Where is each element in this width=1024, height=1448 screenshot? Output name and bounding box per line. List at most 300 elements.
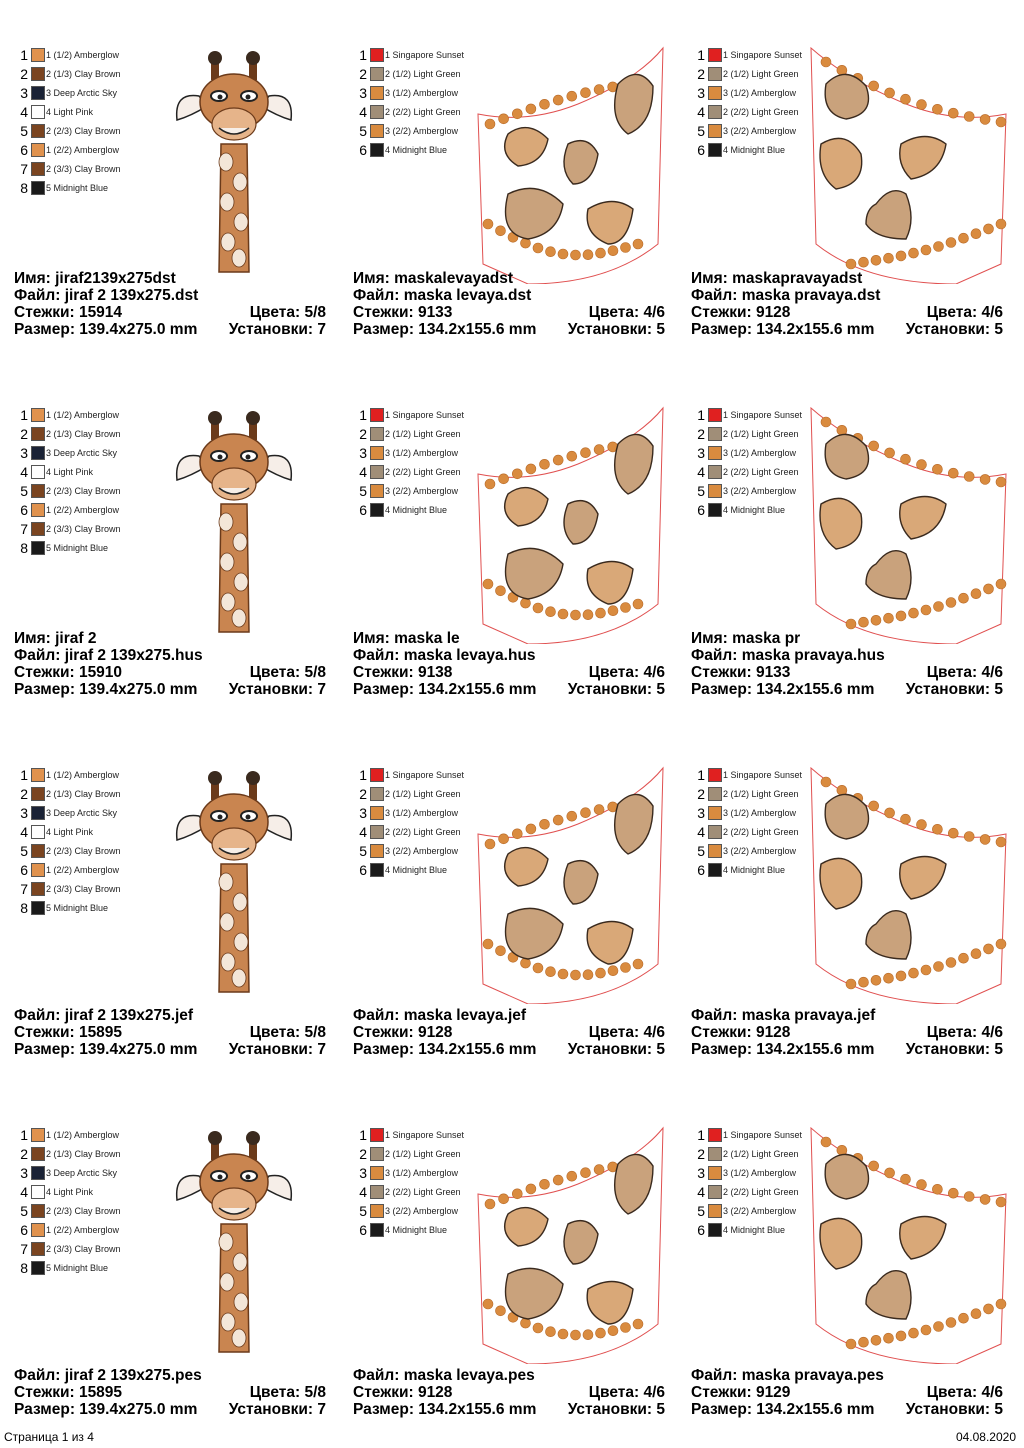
thread-name: 2 (2/3) Clay Brown: [46, 1206, 121, 1216]
info-line: [14, 270, 326, 287]
palette-row: [695, 141, 805, 160]
mask-dot: [621, 963, 631, 973]
info-label: Файл: jiraf 2 139x275.jef: [14, 1007, 194, 1024]
thread-name: 1 Singapore Sunset: [385, 50, 465, 60]
palette-row: [357, 1183, 467, 1202]
info-label: Размер: 134.2x155.6 mm: [691, 1401, 875, 1418]
mask-spot: [900, 137, 946, 180]
thread-name: 4 Light Pink: [46, 467, 94, 477]
palette-index: 6: [359, 1222, 367, 1238]
mask-dot: [594, 445, 604, 455]
palette-index: 4: [20, 1184, 28, 1200]
info-label: Файл: maska levaya.hus: [353, 647, 536, 664]
design-card: [353, 740, 683, 1080]
info-line: [353, 1384, 665, 1401]
palette-row: [18, 1164, 128, 1183]
giraffe-neck-spot: [233, 1253, 247, 1271]
mask-dot: [608, 1326, 618, 1336]
thread-name: 3 Deep Arctic Sky: [46, 88, 118, 98]
mask-dot: [581, 1168, 591, 1178]
mask-dot: [948, 828, 958, 838]
palette-index: 1: [359, 407, 367, 423]
palette-index: 5: [359, 483, 367, 499]
palette-row: [695, 1145, 805, 1164]
thread-name: 4 Light Pink: [46, 107, 94, 117]
design-preview: [806, 764, 1021, 1004]
thread-name: 3 Deep Arctic Sky: [46, 1168, 118, 1178]
print-date: 04.08.2020: [955, 1430, 1016, 1444]
palette-row: [695, 482, 805, 501]
color-swatch: [708, 408, 722, 422]
mask-dot: [512, 109, 522, 119]
palette-row: [357, 501, 467, 520]
mask-dot: [540, 459, 550, 469]
mask-dot: [932, 464, 942, 474]
info-label: Стежки: 9128: [353, 1024, 453, 1041]
mask-spot: [564, 861, 598, 904]
mask-dot: [608, 606, 618, 616]
palette-row: [357, 65, 467, 84]
thread-name: 5 Midnight Blue: [46, 543, 109, 553]
color-swatch: [370, 806, 384, 820]
palette-row: [18, 1221, 128, 1240]
giraffe-muzzle: [212, 1188, 256, 1220]
mask-spot: [866, 191, 911, 239]
info-line: [14, 1350, 326, 1367]
thread-name: 2 (1/2) Light Green: [385, 1149, 461, 1159]
mask-spot: [825, 794, 868, 839]
palette-index: 5: [359, 843, 367, 859]
color-palette: [695, 766, 805, 880]
thread-name: 1 Singapore Sunset: [723, 770, 803, 780]
palette-index: 4: [697, 464, 705, 480]
palette-row: [695, 1164, 805, 1183]
info-label: Файл: maska pravaya.hus: [691, 647, 885, 664]
palette-index: 3: [359, 85, 367, 101]
mask-dot: [499, 834, 509, 844]
thread-name: 2 (2/2) Light Green: [385, 1187, 461, 1197]
giraffe-right-pupil: [246, 95, 251, 100]
mask-dot: [553, 455, 563, 465]
mask-dot: [948, 1188, 958, 1198]
color-swatch: [31, 522, 45, 536]
mask-dot: [885, 448, 895, 458]
giraffe-left-pupil: [218, 1175, 223, 1180]
info-line: [14, 630, 326, 647]
giraffe-neck-spot: [234, 1293, 248, 1311]
color-palette: [695, 1126, 805, 1240]
mask-dot: [533, 603, 543, 613]
left-mask-embroidery-preview: [468, 404, 683, 644]
thread-name: 2 (2/2) Light Green: [385, 827, 461, 837]
thread-name: 3 (2/2) Amberglow: [723, 126, 797, 136]
palette-index: 5: [697, 483, 705, 499]
mask-spot: [505, 1208, 548, 1246]
mask-dot: [540, 1179, 550, 1189]
palette-row: [357, 482, 467, 501]
palette-row: [18, 1126, 128, 1145]
color-swatch: [31, 806, 45, 820]
palette-index: 5: [359, 1203, 367, 1219]
color-swatch: [708, 806, 722, 820]
palette-index: 3: [20, 445, 28, 461]
mask-dot: [996, 477, 1006, 487]
mask-dot: [980, 834, 990, 844]
mask-dot: [558, 1329, 568, 1339]
thread-name: 4 Midnight Blue: [385, 1225, 448, 1235]
palette-row: [695, 823, 805, 842]
mask-dot: [821, 417, 831, 427]
page-number: Страница 1 из 4: [4, 1430, 94, 1444]
design-preview: [129, 404, 344, 644]
info-line: [353, 1024, 665, 1041]
mask-dot: [996, 579, 1006, 589]
palette-index: 6: [697, 502, 705, 518]
palette-index: 5: [359, 123, 367, 139]
color-swatch: [31, 105, 45, 119]
color-palette: [357, 1126, 467, 1240]
design-info: [691, 990, 1003, 1058]
info-line: [691, 1041, 1003, 1058]
design-info: [353, 990, 665, 1058]
palette-index: 3: [697, 805, 705, 821]
palette-row: [695, 766, 805, 785]
giraffe-right-pupil: [246, 1175, 251, 1180]
info-line: [353, 647, 665, 664]
palette-index: 6: [20, 502, 28, 518]
mask-dot: [567, 451, 577, 461]
design-preview: [129, 44, 344, 284]
thread-name: 1 (2/2) Amberglow: [46, 505, 120, 515]
info-line: [691, 1024, 1003, 1041]
giraffe-right-ossicone: [246, 411, 260, 425]
thread-name: 4 Midnight Blue: [385, 865, 448, 875]
color-swatch: [31, 503, 45, 517]
info-line: [14, 990, 326, 1007]
design-card: [691, 740, 1021, 1080]
giraffe-embroidery-preview: [129, 764, 344, 1004]
mask-dot: [959, 593, 969, 603]
thread-name: 2 (2/2) Light Green: [385, 467, 461, 477]
info-label: Файл: maska pravaya.pes: [691, 1367, 884, 1384]
color-swatch: [370, 446, 384, 460]
palette-index: 1: [20, 407, 28, 423]
palette-row: [357, 785, 467, 804]
mask-spot: [820, 138, 862, 189]
color-swatch: [31, 1261, 45, 1275]
giraffe-neck-spot: [219, 1233, 233, 1251]
color-swatch: [370, 48, 384, 62]
color-swatch: [31, 541, 45, 555]
thread-name: 4 Midnight Blue: [723, 865, 786, 875]
mask-dot: [964, 112, 974, 122]
thread-name: 5 Midnight Blue: [46, 1263, 109, 1273]
color-swatch: [370, 1166, 384, 1180]
palette-index: 2: [20, 426, 28, 442]
color-swatch: [31, 768, 45, 782]
palette-index: 6: [359, 142, 367, 158]
thread-name: 2 (3/3) Clay Brown: [46, 164, 121, 174]
mask-dot: [499, 1194, 509, 1204]
mask-dot: [594, 1165, 604, 1175]
mask-dot: [884, 1333, 894, 1343]
mask-dot: [483, 939, 493, 949]
giraffe-neck-spot: [233, 173, 247, 191]
palette-index: 4: [697, 104, 705, 120]
mask-dot: [980, 1194, 990, 1204]
color-swatch: [370, 1128, 384, 1142]
mask-dot: [917, 1180, 927, 1190]
thread-name: 2 (2/2) Light Green: [723, 467, 799, 477]
design-card: [353, 1100, 683, 1440]
palette-row: [357, 46, 467, 65]
info-value-right: Установки: 7: [228, 1041, 326, 1058]
mask-dot: [909, 968, 919, 978]
design-card: [691, 20, 1021, 360]
mask-spot: [615, 434, 653, 494]
mask-dot: [946, 598, 956, 608]
giraffe-neck-spot: [221, 593, 235, 611]
color-swatch: [708, 1185, 722, 1199]
color-swatch: [370, 86, 384, 100]
color-swatch: [31, 901, 45, 915]
giraffe-left-ossicone: [208, 1131, 222, 1145]
palette-row: [18, 1183, 128, 1202]
palette-row: [357, 425, 467, 444]
color-swatch: [370, 863, 384, 877]
thread-name: 1 (2/2) Amberglow: [46, 865, 120, 875]
mask-dot: [633, 239, 643, 249]
color-swatch: [31, 465, 45, 479]
right-mask-embroidery-preview: [806, 1124, 1021, 1364]
info-value-right: Цвета: 4/6: [926, 304, 1003, 321]
mask-dot: [984, 944, 994, 954]
thread-name: 2 (1/3) Clay Brown: [46, 1149, 121, 1159]
right-mask-embroidery-preview: [806, 44, 1021, 284]
mask-dot: [499, 114, 509, 124]
color-swatch: [708, 787, 722, 801]
mask-dot: [921, 1325, 931, 1335]
info-line: [691, 1401, 1003, 1418]
info-line: [353, 321, 665, 338]
giraffe-neck-spot: [233, 533, 247, 551]
mask-dot: [846, 259, 856, 269]
info-line: [353, 630, 665, 647]
design-preview: [129, 1124, 344, 1364]
palette-row: [18, 1145, 128, 1164]
palette-index: 1: [20, 1127, 28, 1143]
color-swatch: [31, 863, 45, 877]
palette-row: [695, 444, 805, 463]
info-line: [14, 1367, 326, 1384]
palette-row: [695, 1221, 805, 1240]
thread-name: 1 Singapore Sunset: [385, 1130, 465, 1140]
giraffe-neck-spot: [221, 1313, 235, 1331]
thread-name: 1 Singapore Sunset: [385, 770, 465, 780]
palette-index: 2: [20, 1146, 28, 1162]
info-value-right: Цвета: 4/6: [926, 1024, 1003, 1041]
color-swatch: [370, 124, 384, 138]
mask-dot: [885, 88, 895, 98]
giraffe-neck-spot: [219, 513, 233, 531]
giraffe-right-ossicone: [246, 51, 260, 65]
info-value-right: Установки: 7: [228, 681, 326, 698]
mask-dot: [846, 979, 856, 989]
mask-dot: [946, 1318, 956, 1328]
info-line: [14, 321, 326, 338]
info-line: [14, 1041, 326, 1058]
mask-dot: [608, 966, 618, 976]
palette-row: [18, 425, 128, 444]
thread-name: 3 (1/2) Amberglow: [385, 1168, 459, 1178]
info-label: Файл: jiraf 2 139x275.dst: [14, 287, 199, 304]
mask-dot: [567, 1171, 577, 1181]
mask-dot: [521, 598, 531, 608]
info-label: Имя: maskalevayadst: [353, 270, 514, 287]
color-swatch: [708, 1223, 722, 1237]
giraffe-right-ossicone: [246, 771, 260, 785]
mask-dot: [533, 963, 543, 973]
palette-index: 5: [20, 483, 28, 499]
info-line: [691, 681, 1003, 698]
info-line: [14, 647, 326, 664]
palette-row: [357, 804, 467, 823]
thread-name: 1 (1/2) Amberglow: [46, 770, 120, 780]
palette-row: [695, 65, 805, 84]
palette-row: [18, 122, 128, 141]
thread-name: 4 Light Pink: [46, 1187, 94, 1197]
color-swatch: [370, 503, 384, 517]
color-swatch: [708, 465, 722, 479]
info-label: Стежки: 9133: [691, 664, 791, 681]
info-line: [691, 1384, 1003, 1401]
mask-spot: [564, 501, 598, 544]
info-line: [353, 1367, 665, 1384]
mask-spot: [615, 1154, 653, 1214]
giraffe-right-pupil: [246, 815, 251, 820]
info-label: Файл: maska pravaya.dst: [691, 287, 881, 304]
palette-row: [357, 84, 467, 103]
info-value-right: Установки: 5: [905, 681, 1003, 698]
mask-dot: [512, 469, 522, 479]
mask-dot: [996, 117, 1006, 127]
design-info: [14, 630, 326, 698]
info-value-right: Цвета: 4/6: [926, 1384, 1003, 1401]
info-label: Стежки: 15914: [14, 304, 123, 321]
mask-dot: [932, 1184, 942, 1194]
design-info: [691, 1350, 1003, 1418]
thread-name: 2 (2/2) Light Green: [723, 107, 799, 117]
palette-index: 6: [697, 862, 705, 878]
thread-name: 3 (2/2) Amberglow: [385, 846, 459, 856]
mask-dot: [932, 104, 942, 114]
palette-row: [18, 406, 128, 425]
color-swatch: [31, 162, 45, 176]
mask-dot: [884, 253, 894, 263]
info-value-right: Установки: 5: [905, 321, 1003, 338]
mask-dot: [526, 1184, 536, 1194]
thread-name: 2 (3/3) Clay Brown: [46, 884, 121, 894]
info-line: [353, 664, 665, 681]
thread-name: 2 (2/2) Light Green: [385, 107, 461, 117]
mask-dot: [571, 1330, 581, 1340]
mask-spot: [900, 497, 946, 540]
palette-index: 6: [20, 142, 28, 158]
info-line: [353, 990, 665, 1007]
mask-dot: [608, 246, 618, 256]
palette-index: 6: [359, 502, 367, 518]
mask-spot: [506, 188, 564, 239]
mask-dot: [885, 1168, 895, 1178]
mask-dot: [581, 88, 591, 98]
mask-dot: [594, 805, 604, 815]
palette-index: 4: [359, 1184, 367, 1200]
mask-dot: [971, 1309, 981, 1319]
palette-row: [357, 406, 467, 425]
mask-dot: [583, 1330, 593, 1340]
mask-dot: [496, 586, 506, 596]
palette-index: 2: [697, 1146, 705, 1162]
color-swatch: [370, 1204, 384, 1218]
mask-dot: [959, 1313, 969, 1323]
info-value-right: Установки: 7: [228, 321, 326, 338]
thread-name: 2 (2/3) Clay Brown: [46, 846, 121, 856]
color-swatch: [370, 484, 384, 498]
mask-spot: [615, 794, 653, 854]
color-swatch: [31, 882, 45, 896]
mask-spot: [587, 562, 633, 605]
info-value-right: Цвета: 5/8: [249, 1024, 326, 1041]
mask-spot: [564, 1221, 598, 1264]
mask-spot: [564, 141, 598, 184]
palette-row: [18, 160, 128, 179]
palette-row: [18, 861, 128, 880]
thread-name: 2 (1/2) Light Green: [723, 69, 799, 79]
color-swatch: [370, 67, 384, 81]
palette-row: [18, 766, 128, 785]
palette-index: 6: [20, 1222, 28, 1238]
thread-name: 2 (2/3) Clay Brown: [46, 486, 121, 496]
mask-dot: [917, 820, 927, 830]
mask-dot: [984, 584, 994, 594]
mask-dot: [896, 611, 906, 621]
info-line: [691, 321, 1003, 338]
palette-index: 2: [359, 66, 367, 82]
info-line: [691, 270, 1003, 287]
mask-dot: [546, 967, 556, 977]
color-swatch: [708, 105, 722, 119]
mask-dot: [496, 946, 506, 956]
mask-dot: [996, 1299, 1006, 1309]
palette-index: 1: [359, 767, 367, 783]
mask-dot: [846, 619, 856, 629]
mask-dot: [596, 968, 606, 978]
design-info: [14, 270, 326, 338]
info-line: [691, 1367, 1003, 1384]
design-card: [353, 380, 683, 720]
palette-index: 5: [697, 1203, 705, 1219]
mask-dot: [526, 824, 536, 834]
mask-dot: [934, 602, 944, 612]
mask-dot: [633, 1319, 643, 1329]
mask-dot: [948, 108, 958, 118]
color-swatch: [708, 863, 722, 877]
palette-row: [18, 520, 128, 539]
info-line: [14, 664, 326, 681]
color-swatch: [31, 1223, 45, 1237]
palette-row: [18, 501, 128, 520]
mask-dot: [553, 95, 563, 105]
